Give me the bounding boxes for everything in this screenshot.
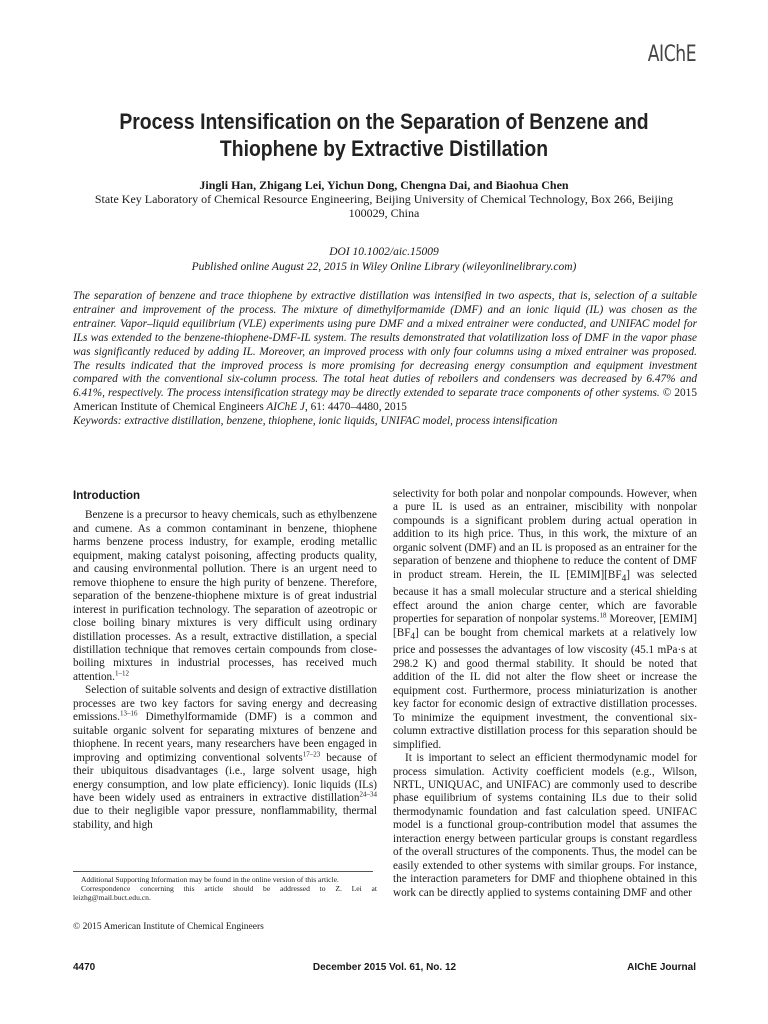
paper-title: Process Intensification on the Separation of Benzene and Thiophene by Extractive Distillation (119, 109, 649, 161)
abstract-text: The separation of benzene and trace thiophene by extractive distillation was intensified in two aspects, that is, selection of a suitable entrainer and improvement of the process. The mixture of dimethylformamide (DMF) and an ionic liquid (IL) was chosen as the entrainer. Vapor–liquid equilibrium (VLE) experiments using pure DMF and a mixed entrainer were conducted, and UNIFAC model for ILs was extended to the benzene-thiophene-DMF-IL system. The results demonstrated that volatilization loss of DMF in the vapor phase was significantly reduced by adding IL. Moreover, an improved process with only four columns using a mixed entrainer was proposed. The results indicated that the improved process is more promising for decreasing energy consumption and equipment investment compared with the conventional six-column process. The total heat duties of reboilers and condensers was decreased by 6.47% and 6.41%, respectively. The process intensification strategy may be directly extended to separate trace components of other systems. (73, 290, 697, 400)
paragraph-text: ] can be bought from chemical markets at a relatively low price and possesses the advantages of low viscosity (45.1 mPa·s at 298.2 K) and good thermal stability. It should be noted that addition of the IL did not alter the flow sheet or increase the equipment cost. Furthermore, process miniaturization is another key factor for economic design of extractive distillation processes. To minimize the equipment investment, the conventional six-column extractive distillation process for this separation should be simplified. (393, 626, 697, 751)
section-heading-introduction: Introduction (73, 490, 141, 502)
citation-ref[interactable]: 1–12 (114, 669, 129, 678)
footnotes (73, 875, 377, 903)
copyright-footer: © 2015 American Institute of Chemical Engineers (73, 922, 264, 932)
paragraph: It is important to select an efficient thermodynamic model for process simulation. Activity coefficient models (e.g., Wilson, NRTL, UNIQUAC, and UNIFAC) are commonly used to describe phase equilibrium of systems containing ILs due to their solid thermodynamic foundation and fast calculation speed. UNIFAC model is a functional group-contribution model that assumes the interaction energy between particular groups is constant regardless of the overall structures of the components. Thus, the model can be easily extended to other systems with similar groups. For instance, the interaction parameters for DMF and thiophene obtained in this work can be directly applied to systems containing DMF and other (393, 752, 697, 899)
doi-line[interactable]: DOI 10.1002/aic.15009 (329, 246, 439, 258)
paragraph-text: due to their negligible vapor pressure, nonflammability, thermal stability, and high (73, 805, 377, 831)
paragraph-text: selectivity for both polar and nonpolar compounds. However, when a pure IL is used as an entrainer, miscibility with nonpolar compounds is a significant problem during actual operation in addition to its high price. Thus, in this work, the mixture of an organic solvent (DMF) and an IL is proposed as an entrainer for the separation of benzene and thiophene to reduce the content of DMF in product stream. Herein, the IL [EMIM][BF (393, 488, 697, 581)
paragraph-text: Dimethylformamide (DMF) is a common and suitable organic solvent for separating mixtures of benzene and thiophene. In recent years, many researchers have been engaged in improving and optimizing conventional solvents (73, 711, 377, 764)
paragraph-text: Selection of suitable solvents and design of extractive distillation processes are two key factors for saving energy and decreasing emissions. (73, 684, 377, 724)
affiliation: State Key Laboratory of Chemical Resource Engineering, Beijing University of Chemical Technology, Box 266, Beijing 100029, China (94, 192, 674, 220)
paragraph (393, 488, 697, 752)
paragraph-text: because of their ubiquitous disadvantages (i.e., large solvent usage, high energy consumption, and low plate efficiency). Ionic liquids (ILs) have been widely used as entrainers in extractive distillation (73, 751, 377, 804)
publication-info (60, 245, 708, 275)
published-online-line: Published online August 22, 2015 in Wiley Online Library (wileyonlinelibrary.com) (191, 261, 577, 273)
journal-logo: AIChE (647, 42, 696, 67)
left-column (73, 488, 377, 832)
paragraph (73, 509, 377, 684)
keywords: Keywords: extractive distillation, benzene, thiophene, ionic liquids, UNIFAC model, process intensification (73, 415, 558, 428)
subscript: 4 (621, 573, 627, 584)
citation-ref[interactable]: 13–16 (119, 709, 138, 718)
paragraph-text: Moreover, [EMIM][BF (393, 613, 697, 639)
page-number: 4470 (73, 962, 96, 973)
journal-name-footer: AIChE Journal (627, 962, 696, 973)
footnote-divider (73, 871, 373, 872)
right-column (393, 488, 697, 900)
author-list: Jingli Han, Zhigang Lei, Yichun Dong, Chengna Dai, and Biaohua Chen (199, 178, 569, 192)
abstract (73, 290, 697, 429)
subscript: 4 (410, 632, 416, 642)
abstract-copyright: © 2015 American Institute of Chemical Engineers (73, 387, 697, 414)
citation-ref[interactable]: 24–34 (359, 790, 377, 799)
footnote-correspondence: Correspondence concerning this article should be addressed to Z. Lei at leizhg@mail.buct.edu.cn. (73, 884, 377, 903)
paragraph (73, 684, 377, 832)
citation-ref[interactable]: 18 (599, 611, 607, 620)
citation: , 61: 4470–4480, 2015 (304, 401, 407, 414)
issue-info: December 2015 Vol. 61, No. 12 (312, 962, 457, 973)
citation-ref[interactable]: 17–23 (302, 749, 321, 758)
journal-abbrev: AIChE J (266, 401, 305, 414)
paragraph-text: ] was selected because it has a small molecular structure and a sterical shielding effect around the anion charge center, which are favorable properties for separation of nonpolar systems. (393, 568, 697, 626)
footnote: Additional Supporting Information may be found in the online version of this article. (81, 875, 339, 884)
paragraph-text: Benzene is a precursor to heavy chemicals, such as ethylbenzene and cumene. As a common contaminant in benzene, thiophene harms benzene process industry, for example, eroding metallic equipment, making catalyst poisoning, affecting products quality, and causing environmental pollution. There is an urgent need to remove thiophene to ensure the high purity of benzene. Therefore, separation of the benzene-thiophene mixture is of great industrial interest in purification technology. The separation of azeotropic or close boiling binary mixtures is very difficult using ordinary distillation processes. As a result, extractive distillation, a special distillation technique that removes certain compounds from close-boiling mixtures in industrial processes, has received much attention. (73, 509, 377, 683)
